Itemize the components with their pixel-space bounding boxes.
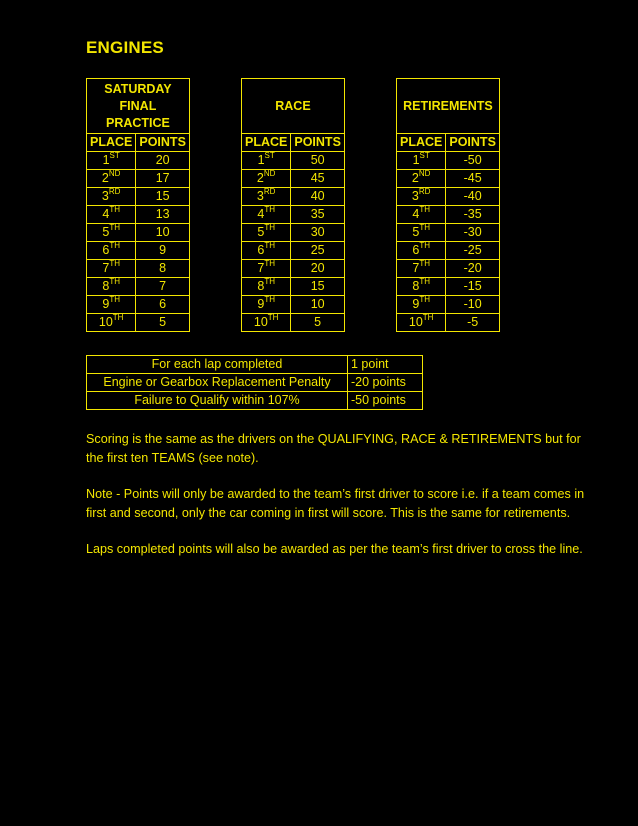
place-number: 2 <box>411 171 419 185</box>
place-number: 5 <box>412 225 420 239</box>
place-cell <box>397 152 446 170</box>
place-suffix: ND <box>418 169 431 178</box>
rule-value: -50 points <box>348 392 423 410</box>
place-suffix: ND <box>108 169 121 178</box>
place-cell <box>242 296 291 314</box>
points-cell: 13 <box>136 206 190 224</box>
rule-value: 1 point <box>348 356 423 374</box>
place-cell <box>397 260 446 278</box>
table-row <box>242 224 345 242</box>
table-row <box>87 152 190 170</box>
points-cell: 8 <box>136 260 190 278</box>
points-cell: -45 <box>446 170 500 188</box>
page-title: ENGINES <box>86 38 164 57</box>
place-number: 8 <box>412 279 420 293</box>
place-number: 4 <box>257 207 265 221</box>
place-suffix: TH <box>109 223 120 232</box>
place-number: 3 <box>101 189 109 203</box>
table-row <box>87 188 190 206</box>
place-number: 3 <box>256 189 264 203</box>
rule-value: -20 points <box>348 374 423 392</box>
place-suffix: TH <box>419 205 430 214</box>
table-row <box>397 206 500 224</box>
place-cell <box>397 188 446 206</box>
place-cell <box>87 224 136 242</box>
points-cell: 20 <box>291 260 345 278</box>
place-suffix: TH <box>422 313 434 322</box>
place-cell <box>397 314 446 332</box>
place-header: PLACE <box>397 134 446 152</box>
table-row <box>87 296 190 314</box>
table-row <box>242 170 345 188</box>
table-row <box>397 278 500 296</box>
points-cell: 7 <box>136 278 190 296</box>
table-row <box>87 206 190 224</box>
table-title-line: FINAL <box>119 98 157 113</box>
place-cell <box>242 206 291 224</box>
table-row <box>242 188 345 206</box>
place-cell <box>397 242 446 260</box>
table-row <box>397 260 500 278</box>
table-row <box>242 260 345 278</box>
table-row <box>87 374 423 392</box>
place-suffix: TH <box>112 313 124 322</box>
place-cell <box>242 188 291 206</box>
place-number: 7 <box>102 261 110 275</box>
rule-label: Failure to Qualify within 107% <box>87 392 348 410</box>
place-number: 7 <box>412 261 420 275</box>
place-suffix: TH <box>264 241 275 250</box>
place-number: 6 <box>412 243 420 257</box>
place-number: 4 <box>102 207 110 221</box>
points-cell: 9 <box>136 242 190 260</box>
table-title-line: RACE <box>275 98 311 113</box>
note-paragraph: Laps completed points will also be awarded as per the team’s first driver to cross the line. <box>86 542 583 556</box>
place-suffix: ST <box>419 151 430 160</box>
place-cell <box>87 152 136 170</box>
note-paragraph: Scoring is the same as the drivers on the QUALIFYING, RACE & RETIREMENTS but for the first ten TEAMS (see note). <box>86 432 581 465</box>
race-points-table <box>241 78 345 332</box>
place-suffix: TH <box>109 277 120 286</box>
points-cell: 35 <box>291 206 345 224</box>
practice-points-table <box>86 78 190 332</box>
table-row <box>397 242 500 260</box>
place-suffix: TH <box>419 277 430 286</box>
place-suffix: RD <box>418 187 431 196</box>
points-cell: -35 <box>446 206 500 224</box>
points-cell: 30 <box>291 224 345 242</box>
place-number: 8 <box>257 279 265 293</box>
table-row <box>242 314 345 332</box>
place-suffix: TH <box>264 259 275 268</box>
place-suffix: TH <box>419 241 430 250</box>
table-row <box>397 152 500 170</box>
place-cell <box>397 296 446 314</box>
table-row <box>397 314 500 332</box>
points-cell: -50 <box>446 152 500 170</box>
points-cell: -15 <box>446 278 500 296</box>
place-cell <box>242 152 291 170</box>
table-row <box>242 152 345 170</box>
place-suffix: TH <box>264 205 275 214</box>
table-row <box>87 392 423 410</box>
place-cell <box>242 170 291 188</box>
table-row <box>242 242 345 260</box>
points-cell: 20 <box>136 152 190 170</box>
points-cell: 50 <box>291 152 345 170</box>
place-cell <box>397 224 446 242</box>
table-row <box>87 260 190 278</box>
points-header: POINTS <box>446 134 500 152</box>
note-paragraph: Note - Points will only be awarded to the team’s first driver to score i.e. if a team comes in first and second, only the car coming in first will score. This is the same for retirements. <box>86 487 585 520</box>
bonus-penalty-table <box>86 355 423 410</box>
place-number: 8 <box>102 279 110 293</box>
points-cell: -5 <box>446 314 500 332</box>
points-cell: 15 <box>291 278 345 296</box>
table-row <box>87 170 190 188</box>
place-cell <box>87 260 136 278</box>
place-cell <box>397 278 446 296</box>
place-number: 7 <box>257 261 265 275</box>
place-number: 10 <box>253 315 268 329</box>
place-suffix: ST <box>264 151 275 160</box>
place-cell <box>87 278 136 296</box>
place-cell <box>242 242 291 260</box>
place-suffix: TH <box>264 223 275 232</box>
place-number: 1 <box>257 153 265 167</box>
points-cell: 25 <box>291 242 345 260</box>
table-row <box>87 356 423 374</box>
place-suffix: RD <box>263 187 276 196</box>
table-title-line: SATURDAY <box>104 81 172 96</box>
points-cell: 45 <box>291 170 345 188</box>
place-suffix: TH <box>109 295 120 304</box>
place-suffix: ND <box>263 169 276 178</box>
place-suffix: TH <box>419 223 430 232</box>
place-cell <box>397 170 446 188</box>
place-cell <box>87 296 136 314</box>
place-suffix: TH <box>109 259 120 268</box>
place-suffix: TH <box>264 277 275 286</box>
points-cell: -30 <box>446 224 500 242</box>
place-number: 10 <box>408 315 423 329</box>
scoring-notes <box>86 430 596 577</box>
place-number: 3 <box>411 189 419 203</box>
table-row <box>397 224 500 242</box>
place-number: 5 <box>102 225 110 239</box>
points-cell: -20 <box>446 260 500 278</box>
place-number: 2 <box>101 171 109 185</box>
place-number: 1 <box>412 153 420 167</box>
points-cell: 10 <box>136 224 190 242</box>
place-cell <box>87 188 136 206</box>
table-row <box>242 206 345 224</box>
points-cell: 10 <box>291 296 345 314</box>
table-title <box>242 79 345 134</box>
place-cell <box>242 278 291 296</box>
points-cell: 15 <box>136 188 190 206</box>
points-cell: -40 <box>446 188 500 206</box>
place-suffix: RD <box>108 187 121 196</box>
place-number: 9 <box>257 297 265 311</box>
place-suffix: TH <box>419 259 430 268</box>
place-suffix: TH <box>419 295 430 304</box>
place-number: 1 <box>102 153 110 167</box>
rule-label: For each lap completed <box>87 356 348 374</box>
place-cell <box>87 242 136 260</box>
place-cell <box>87 206 136 224</box>
place-cell <box>242 314 291 332</box>
points-cell: -25 <box>446 242 500 260</box>
table-title-line: RETIREMENTS <box>403 98 493 113</box>
place-cell <box>242 224 291 242</box>
place-number: 10 <box>98 315 113 329</box>
place-suffix: TH <box>109 205 120 214</box>
rule-label: Engine or Gearbox Replacement Penalty <box>87 374 348 392</box>
place-number: 6 <box>257 243 265 257</box>
table-title <box>87 79 190 134</box>
place-suffix: ST <box>109 151 120 160</box>
place-header: PLACE <box>87 134 136 152</box>
place-cell <box>87 170 136 188</box>
place-number: 9 <box>412 297 420 311</box>
table-row <box>242 296 345 314</box>
table-row <box>397 188 500 206</box>
table-row <box>87 242 190 260</box>
place-number: 6 <box>102 243 110 257</box>
table-title <box>397 79 500 134</box>
table-row <box>397 170 500 188</box>
place-number: 4 <box>412 207 420 221</box>
points-header: POINTS <box>136 134 190 152</box>
points-cell: 40 <box>291 188 345 206</box>
place-suffix: TH <box>109 241 120 250</box>
points-cell: 5 <box>136 314 190 332</box>
table-row <box>242 278 345 296</box>
place-header: PLACE <box>242 134 291 152</box>
place-cell <box>87 314 136 332</box>
place-number: 5 <box>257 225 265 239</box>
place-cell <box>242 260 291 278</box>
place-suffix: TH <box>264 295 275 304</box>
table-row <box>87 224 190 242</box>
place-number: 2 <box>256 171 264 185</box>
table-row <box>397 296 500 314</box>
points-header: POINTS <box>291 134 345 152</box>
place-cell <box>397 206 446 224</box>
table-title-line: PRACTICE <box>106 115 170 130</box>
points-cell: 17 <box>136 170 190 188</box>
points-cell: -10 <box>446 296 500 314</box>
points-cell: 6 <box>136 296 190 314</box>
place-number: 9 <box>102 297 110 311</box>
table-row <box>87 314 190 332</box>
place-suffix: TH <box>267 313 279 322</box>
points-cell: 5 <box>291 314 345 332</box>
retirements-points-table <box>396 78 500 332</box>
table-row <box>87 278 190 296</box>
